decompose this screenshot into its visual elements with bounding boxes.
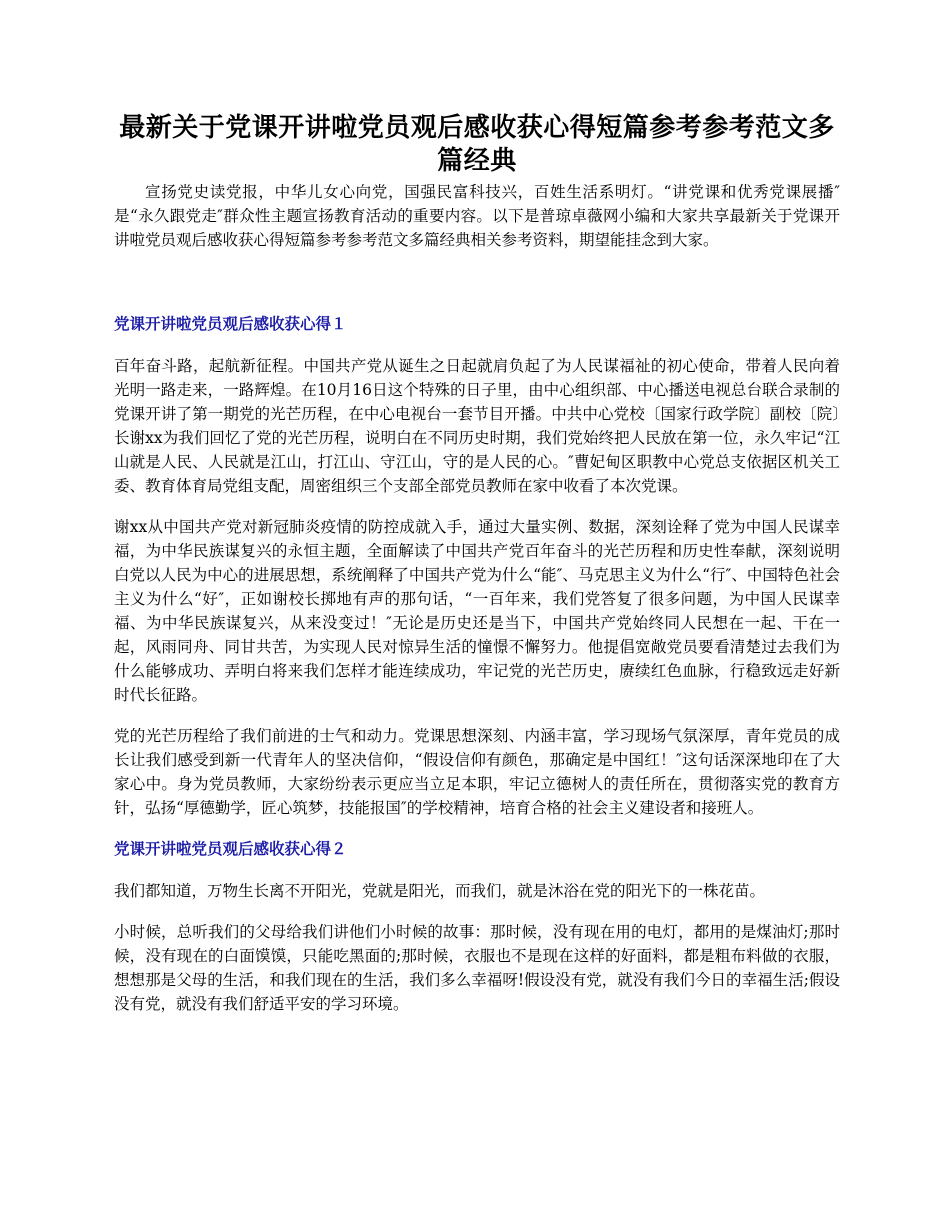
intro-paragraph: 宣扬党史读党报，中华儿女心向党，国强民富科技兴，百姓生活系明灯。“讲党课和优秀党课展播″ 是“永久跟党走″群众性主题宣扬教育活动的重要内容。以下是普琼卓薇网小编和大家共享最新关于党课开讲啦党员观后感收获心得短篇参考参考范文多篇经典相关参考资料，期望能挂念到大家。 (114, 183, 856, 249)
section-heading-2: 党课开讲啦党员观后感收获心得２ (114, 839, 347, 858)
section-2-paragraph-2: 小时候，总听我们的父母给我们讲他们小时候的故事：那时候，没有现在用的电灯，都用的是煤油灯;那时候，没有现在的白面馍馍，只能吃黑面的;那时候，衣服也不是现在这样的好面料，都是粗布料做的衣服，想想那是父母的生活，和我们现在的生活，我们多么幸福呀!假设没有党，就没有我们今日的幸福生活;假设没有党，就没有我们舒适平安的学习环境。 (114, 923, 840, 1013)
section-1-paragraph-3: 党的光芒历程给了我们前进的士气和动力。党课思想深刻、内涵丰富，学习现场气氛深厚，青年党员的成长让我们感受到新一代青年人的坚决信仰，“假设信仰有颜色，那确定是中国红！″这句话深深地印在了大家心中。身为党员教师，大家纷纷表示更应当立足本职，牢记立德树人的责任所在，贯彻落实党的教育方针，弘扬“厚德勤学，匠心筑梦，技能报国″的学校精神，培育合格的社会主义建设者和接班人。 (114, 727, 840, 817)
document-page (114, 112, 856, 1016)
document-title: 最新关于党课开讲啦党员观后感收获心得短篇参考参考范文多篇经典 (119, 113, 835, 176)
section-2-paragraph-1: 我们都知道，万物生长离不开阳光，党就是阳光，而我们，就是沐浴在党的阳光下的一株花苗。 (114, 882, 766, 900)
section-1-paragraph-2: 谢xx从中国共产党对新冠肺炎疫情的防控成就入手，通过大量实例、数据，深刻诠释了党为中国人民谋幸福，为中华民族谋复兴的永恒主题，全面解读了中国共产党百年奋斗的光芒历程和历史性奉献，深刻说明白党以人民为中心的进展思想，系统阐释了中国共产党为什么“能″、马克思主义为什么“行″、中国特色社会主义为什么“好″，正如谢校长掷地有声的那句话，“一百年来，我们党答复了很多问题，为中国人民谋幸福、为中华民族谋复兴，从来没变过！″无论是历史还是当下，中国共产党始终同人民想在一起、干在一起，风雨同舟、同甘共苦，为实现人民对惊异生活的憧憬不懈努力。他提倡宽敞党员要看清楚过去我们为什么能够成功、弄明白将来我们怎样才能连续成功，牢记党的光芒历史，赓续红色血脉，行稳致远走好新时代长征路。 (114, 518, 840, 704)
section-1-paragraph-1: 百年奋斗路，起航新征程。中国共产党从诞生之日起就肩负起了为人民谋福祉的初心使命，带着人民向着光明一路走来，一路辉煌。在10月16日这个特殊的日子里，由中心组织部、中心播送电视总台联合录制的党课开讲了第一期党的光芒历程，在中心电视台一套节目开播。中共中心党校〔国家行政学院〕副校〔院〕长谢xx为我们回忆了党的光芒历程，说明白在不同历史时期，我们党始终把人民放在第一位，永久牢记“江山就是人民、人民就是江山，打江山、守江山，守的是人民的心。″曹妃甸区职教中心党总支依据区机关工委、教育体育局党组支配，周密组织三个支部全部党员教师在家中收看了本次党课。 (114, 357, 840, 495)
section-heading-1: 党课开讲啦党员观后感收获心得１ (114, 314, 347, 333)
